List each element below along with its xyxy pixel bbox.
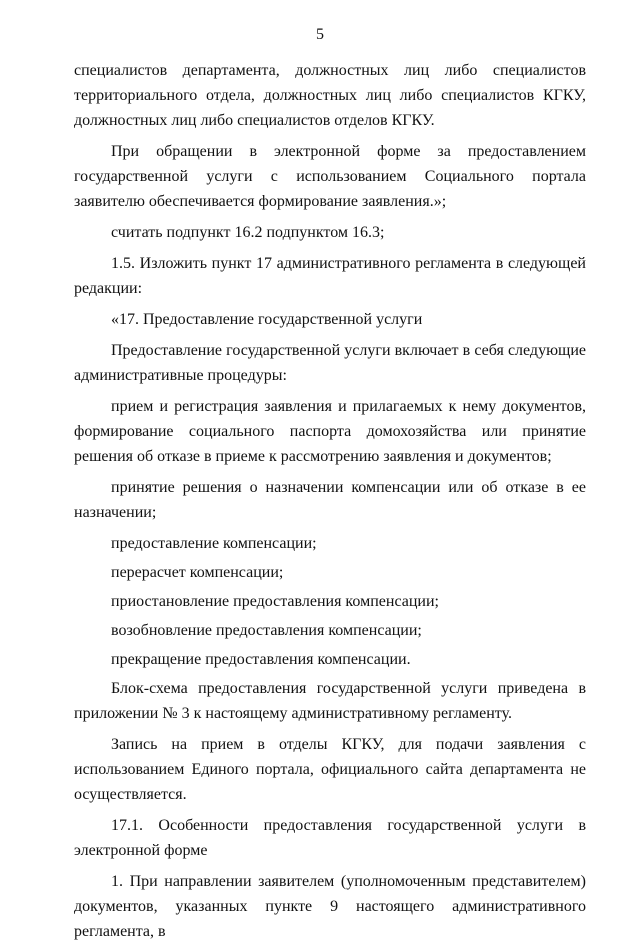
paragraph-officials-list: специалистов департамента, должностных лиц либо специалистов территориального отдела, должностных лиц либо специалистов КГКУ, должностных лиц либо специалистов отделов КГКУ.: [74, 62, 586, 129]
section-heading-17: «17. Предоставление государственной услуги: [111, 311, 423, 328]
list-item-termination: прекращение предоставления компенсации.: [111, 651, 411, 668]
list-item-suspension: приостановление предоставления компенсации;: [111, 593, 439, 610]
list-item-recalculation: перерасчет компенсации;: [111, 564, 284, 581]
list-item-reception-registration: прием и регистрация заявления и прилагаемых к нему документов, формирование социального паспорта домохозяйства или принятие решения об отказе в приеме к рассмотрению заявления и документов;: [74, 398, 586, 465]
paragraph-flowchart-reference: Блок-схема предоставления государственной услуги приведена в приложении № 3 к настоящему административному регламенту.: [74, 680, 586, 722]
list-item-resumption: возобновление предоставления компенсации;: [111, 622, 422, 639]
page-number: 5: [316, 26, 324, 43]
list-item-provision: предоставление компенсации;: [111, 535, 317, 552]
list-item-decision: принятие решения о назначении компенсации или об отказе в ее назначении;: [74, 479, 586, 521]
paragraph-renumber-subitem: считать подпункт 16.2 подпунктом 16.3;: [111, 224, 385, 241]
paragraph-appointment-note: Запись на прием в отделы КГКУ, для подачи заявления с использованием Единого портала, официального сайта департамента не осуществляется.: [74, 736, 586, 803]
paragraph-procedures-intro: Предоставление государственной услуги включает в себя следующие административные процедуры:: [74, 342, 586, 384]
document-body: [74, 58, 586, 950]
paragraph-item-1-documents: 1. При направлении заявителем (уполномоченным представителем) документов, указанных пункте 9 настоящего административного регламента, в: [74, 873, 586, 940]
paragraph-amend-item-17: 1.5. Изложить пункт 17 административного регламента в следующей редакции:: [74, 255, 586, 297]
section-heading-17-1: 17.1. Особенности предоставления государственной услуги в электронной форме: [74, 817, 586, 859]
paragraph-electronic-application: При обращении в электронной форме за предоставлением государственной услуги с использованием Социального портала заявителю обеспечивается формирование заявления.»;: [74, 143, 586, 210]
